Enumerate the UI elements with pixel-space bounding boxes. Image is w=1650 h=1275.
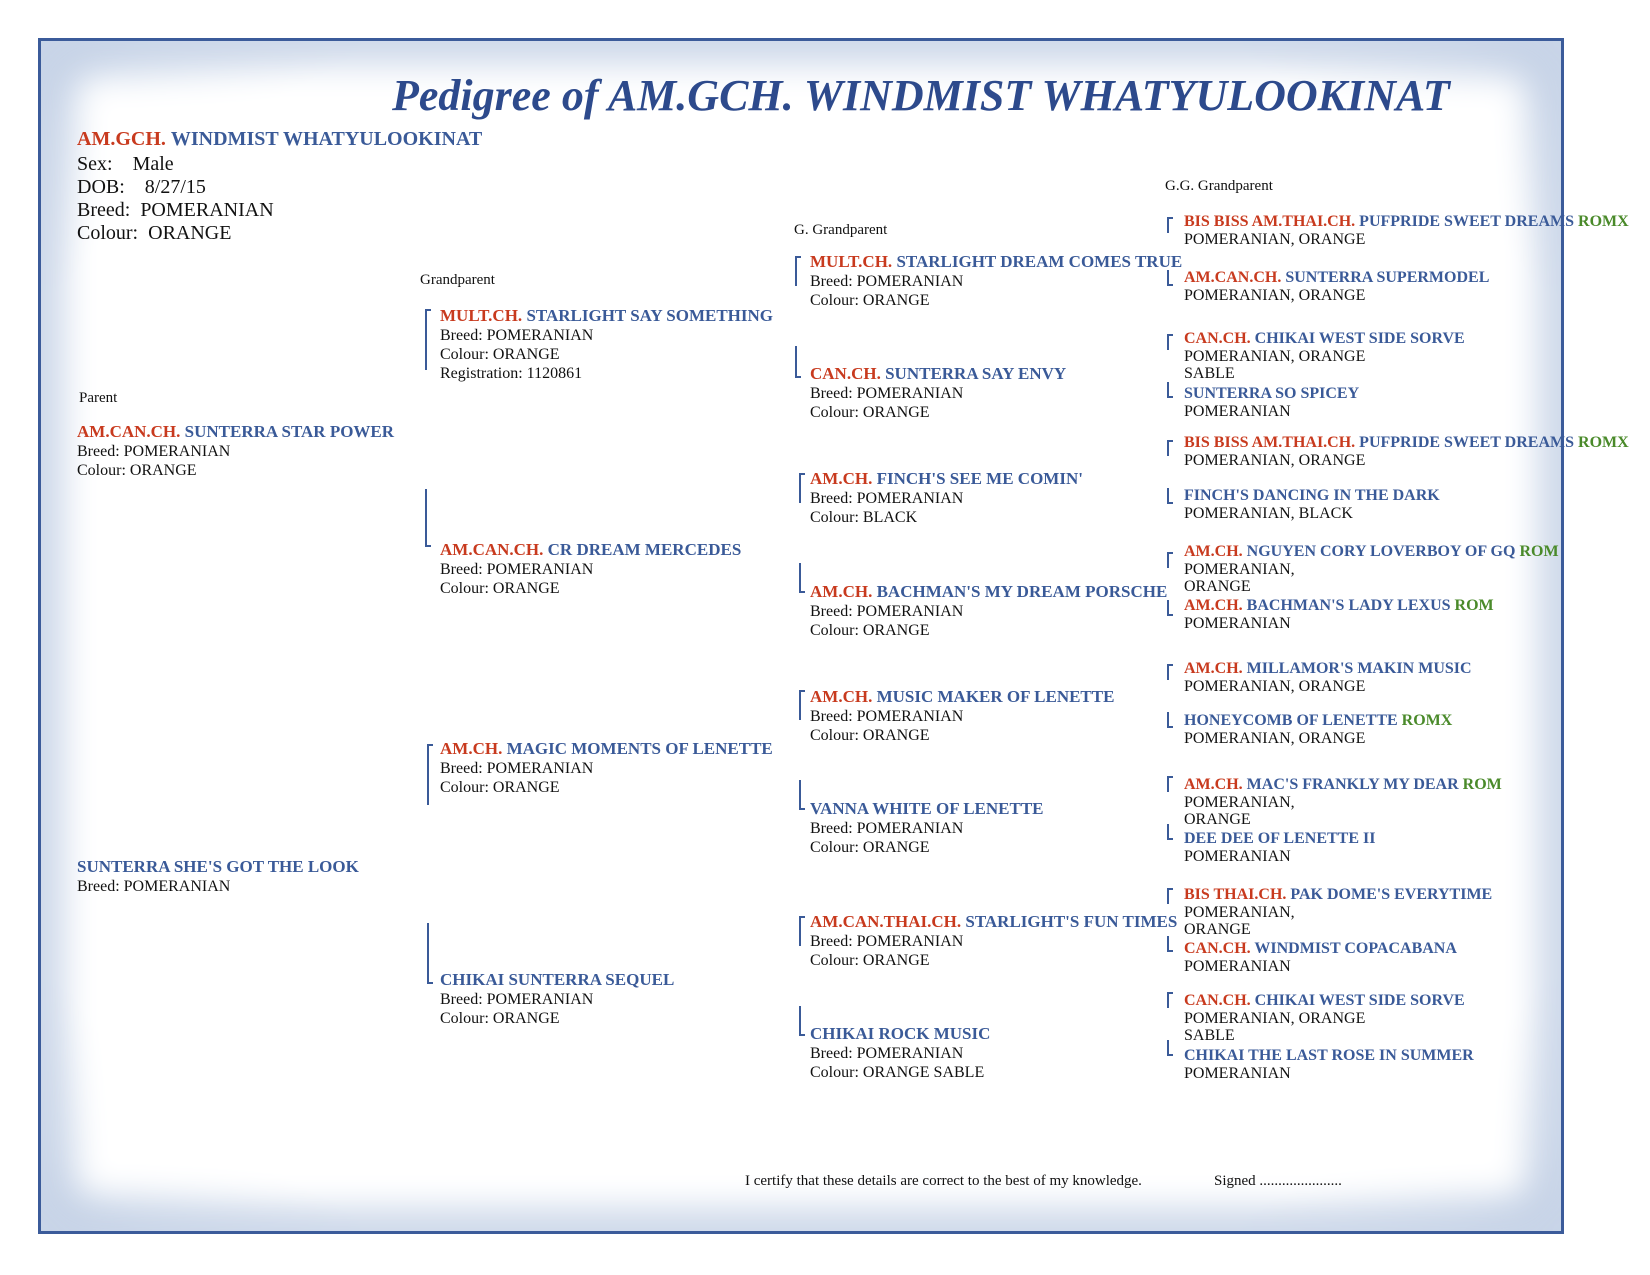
detail-line: POMERANIAN	[1184, 848, 1291, 865]
dog-name	[1184, 940, 1457, 958]
title-prefix: AM.CAN.CH.	[77, 422, 185, 441]
detail-line: Registration: 1120861	[440, 365, 583, 382]
detail-line: POMERANIAN, ORANGE	[1184, 452, 1366, 469]
name-text: SUNTERRA SO SPICEY	[1184, 385, 1360, 402]
title-prefix: AM.CH.	[810, 687, 877, 706]
bracket-bottom	[1167, 270, 1173, 286]
gg-grandparents-entry	[1184, 434, 1629, 469]
name-text: MAGIC MOMENTS OF LENETTE	[506, 739, 773, 758]
detail-line: POMERANIAN, BLACK	[1184, 505, 1353, 522]
dog-name	[77, 422, 394, 442]
detail-line: ORANGE	[1184, 921, 1251, 938]
title-prefix: AM.CH.	[1184, 543, 1247, 560]
dog-name	[77, 128, 482, 151]
detail-line: SABLE	[1184, 1027, 1235, 1044]
detail-line: POMERANIAN	[1184, 403, 1291, 420]
bracket-top	[795, 256, 801, 286]
detail-line: POMERANIAN, ORANGE	[1184, 287, 1366, 304]
detail-line: Colour: ORANGE SABLE	[810, 1064, 985, 1081]
detail-line: POMERANIAN	[1184, 615, 1291, 632]
detail-line: Colour: ORANGE	[810, 952, 930, 969]
name-text: STARLIGHT'S FUN TIMES	[965, 912, 1178, 931]
parents-entry	[77, 422, 394, 480]
detail-line: SABLE	[1184, 365, 1235, 382]
title-prefix: AM.CH.	[1184, 660, 1247, 677]
grandparents-entry	[440, 739, 773, 797]
gg-grandparents-entry	[1184, 660, 1472, 695]
dog-name	[810, 687, 1114, 707]
dog-name	[440, 970, 674, 990]
dog-name	[810, 252, 1182, 272]
detail-line: Breed: POMERANIAN	[440, 991, 594, 1008]
detail-line: ORANGE	[1184, 578, 1251, 595]
name-text: CHIKAI WEST SIDE SORVE	[1254, 330, 1465, 347]
header-g-grandparent: G. Grandparent	[794, 222, 888, 238]
title-prefix: MULT.CH.	[810, 252, 897, 271]
title-prefix: CAN.CH.	[1184, 940, 1255, 957]
name-text: STARLIGHT SAY SOMETHING	[526, 306, 774, 325]
title-prefix: CAN.CH.	[1184, 330, 1255, 347]
dog-name	[810, 469, 1083, 489]
detail-line: Colour: ORANGE	[810, 292, 930, 309]
dog-name	[1184, 776, 1502, 794]
dog-name	[810, 364, 1066, 384]
dog-name	[1184, 712, 1452, 730]
header-gg-grandparent: G.G. Grandparent	[1165, 178, 1273, 194]
g-grandparents-entry	[810, 364, 1066, 422]
gg-grandparents-entry	[1184, 886, 1492, 938]
detail-line: Breed: POMERANIAN	[810, 603, 964, 620]
dog-name	[1184, 886, 1492, 904]
rom-suffix: ROMX	[1397, 712, 1453, 729]
detail-line: Colour: ORANGE	[440, 779, 560, 796]
dog-name	[1184, 269, 1489, 287]
dog-name	[1184, 830, 1375, 848]
detail-line: Breed: POMERANIAN	[810, 708, 964, 725]
g-grandparents-entry	[810, 687, 1114, 745]
name-text: BACHMAN'S MY DREAM PORSCHE	[876, 582, 1168, 601]
name-text: FINCH'S SEE ME COMIN'	[876, 469, 1083, 488]
dog-name	[1184, 1047, 1474, 1065]
dog-name	[810, 582, 1167, 602]
bracket-top	[1167, 552, 1173, 568]
bracket-bottom	[799, 1006, 805, 1036]
grandparents-entry	[440, 306, 773, 383]
bracket-top	[427, 744, 433, 805]
bracket-bottom	[1167, 824, 1173, 840]
rom-suffix: ROM	[1515, 543, 1559, 560]
name-text: CHIKAI THE LAST ROSE IN SUMMER	[1184, 1047, 1474, 1064]
gg-grandparents-entry	[1184, 213, 1629, 248]
bracket-bottom	[425, 489, 431, 547]
g-grandparents-entry	[810, 582, 1167, 640]
name-text: PUFPRIDE SWEET DREAMS	[1359, 213, 1575, 230]
dog-sex: Sex: Male	[77, 153, 174, 175]
bracket-bottom	[1167, 488, 1173, 504]
name-text: DEE DEE OF LENETTE II	[1184, 830, 1376, 847]
bracket-top	[1167, 217, 1173, 233]
dog-colour: Colour: ORANGE	[77, 222, 232, 244]
rom-suffix: ROMX	[1574, 434, 1629, 451]
detail-line: Colour: ORANGE	[440, 1010, 560, 1027]
title-prefix: AM.CAN.CH.	[440, 540, 548, 559]
detail-line: POMERANIAN,	[1184, 561, 1295, 578]
name-text: WINDMIST COPACABANA	[1254, 940, 1457, 957]
dog-dob: DOB: 8/27/15	[77, 176, 206, 198]
dog-name	[1184, 992, 1465, 1010]
header-parent: Parent	[79, 390, 118, 406]
bracket-bottom	[1167, 1040, 1173, 1056]
bracket-bottom	[1167, 382, 1173, 398]
name-text: SUNTERRA SHE'S GOT THE LOOK	[77, 857, 359, 876]
bracket-top	[1167, 776, 1173, 792]
detail-line: POMERANIAN, ORANGE	[1184, 678, 1366, 695]
detail-line: POMERANIAN	[1184, 1065, 1291, 1082]
name-text: MAC'S FRANKLY MY DEAR	[1246, 776, 1459, 793]
title-prefix: AM.CH.	[810, 582, 877, 601]
name-text: CHIKAI SUNTERRA SEQUEL	[440, 970, 675, 989]
dog-name	[77, 857, 359, 877]
gg-grandparents-entry	[1184, 712, 1452, 747]
detail-line: Colour: ORANGE	[810, 839, 930, 856]
dog-name	[810, 912, 1177, 932]
gg-grandparents-entry	[1184, 776, 1502, 828]
name-text: SUNTERRA STAR POWER	[184, 422, 395, 441]
dog-name	[1184, 660, 1472, 678]
bracket-bottom	[1167, 600, 1173, 616]
name-text: BACHMAN'S LADY LEXUS	[1246, 597, 1451, 614]
header-grandparent: Grandparent	[420, 272, 495, 288]
bracket-top	[799, 473, 805, 503]
title-prefix: BIS BISS AM.THAI.CH.	[1184, 434, 1360, 451]
gg-grandparents-entry	[1184, 992, 1465, 1044]
dog-name	[1184, 434, 1629, 452]
detail-line: Breed: POMERANIAN	[440, 760, 594, 777]
name-text: FINCH'S DANCING IN THE DARK	[1184, 487, 1440, 504]
bracket-bottom	[427, 923, 433, 984]
gg-grandparents-entry	[1184, 940, 1457, 975]
detail-line: POMERANIAN, ORANGE	[1184, 231, 1366, 248]
signature-line: Signed ......................	[1214, 1173, 1342, 1189]
name-text: NGUYEN CORY LOVERBOY OF GQ	[1246, 543, 1516, 560]
dog-name	[810, 799, 1044, 819]
detail-line: Colour: ORANGE	[810, 404, 930, 421]
page-title: Pedigree of AM.GCH. WINDMIST WHATYULOOKINAT	[392, 71, 1450, 120]
title-prefix: AM.CH.	[440, 739, 507, 758]
g-grandparents-entry	[810, 252, 1182, 310]
dog-name	[1184, 487, 1440, 505]
dog-breed: Breed: POMERANIAN	[77, 199, 274, 221]
name-text: MILLAMOR'S MAKIN MUSIC	[1246, 660, 1472, 677]
name-text: SUNTERRA SAY ENVY	[885, 364, 1067, 383]
name-text: PAK DOME'S EVERYTIME	[1290, 886, 1493, 903]
bracket-top	[799, 690, 805, 720]
bracket-top	[1167, 440, 1173, 456]
bracket-bottom	[1167, 936, 1173, 952]
detail-line: Breed: POMERANIAN	[810, 385, 964, 402]
dog-name	[1184, 213, 1629, 231]
detail-line: Breed: POMERANIAN	[810, 820, 964, 837]
gg-grandparents-entry	[1184, 1047, 1474, 1082]
gg-grandparents-entry	[1184, 597, 1494, 632]
name-text: CHIKAI WEST SIDE SORVE	[1254, 992, 1465, 1009]
title-prefix: AM.CAN.THAI.CH.	[810, 912, 966, 931]
detail-line: Colour: BLACK	[810, 509, 918, 526]
detail-line: Breed: POMERANIAN	[810, 1045, 964, 1062]
bracket-bottom	[799, 563, 805, 593]
certification-text: I certify that these details are correct to the best of my knowledge.	[745, 1173, 1142, 1189]
g-grandparents-entry	[810, 799, 1044, 857]
title-prefix: CAN.CH.	[810, 364, 886, 383]
dog-name	[440, 306, 773, 326]
bracket-top	[1167, 992, 1173, 1008]
dog-name	[1184, 385, 1359, 403]
name-text: MUSIC MAKER OF LENETTE	[876, 687, 1115, 706]
detail-line: POMERANIAN,	[1184, 794, 1295, 811]
detail-line: POMERANIAN,	[1184, 904, 1295, 921]
gg-grandparents-entry	[1184, 385, 1359, 420]
detail-line: Breed: POMERANIAN	[810, 933, 964, 950]
dog-name	[1184, 597, 1494, 615]
detail-line: Breed: POMERANIAN	[77, 443, 231, 460]
name-text: STARLIGHT DREAM COMES TRUE	[896, 252, 1183, 271]
g-grandparents-entry	[810, 469, 1083, 527]
detail-line: Breed: POMERANIAN	[77, 878, 231, 895]
detail-line: POMERANIAN	[1184, 958, 1291, 975]
detail-line: Breed: POMERANIAN	[810, 273, 964, 290]
title-prefix: MULT.CH.	[440, 306, 527, 325]
detail-line: ORANGE	[1184, 811, 1251, 828]
g-grandparents-entry	[810, 1024, 990, 1082]
grandparents-entry	[440, 540, 741, 598]
rom-suffix: ROMX	[1574, 213, 1629, 230]
dog-name	[810, 1024, 990, 1044]
detail-line: Colour: ORANGE	[77, 462, 197, 479]
detail-line: Colour: ORANGE	[440, 580, 560, 597]
detail-line: Breed: POMERANIAN	[440, 561, 594, 578]
detail-line: Breed: POMERANIAN	[810, 490, 964, 507]
gg-grandparents-entry	[1184, 330, 1465, 382]
grandparents-entry	[440, 970, 674, 1028]
title-prefix: AM.CAN.CH.	[1184, 269, 1286, 286]
detail-line: Colour: ORANGE	[440, 346, 560, 363]
name-text: CR DREAM MERCEDES	[547, 540, 742, 559]
parents-entry	[77, 857, 359, 896]
name-text: CHIKAI ROCK MUSIC	[810, 1024, 991, 1043]
title-prefix: BIS BISS AM.THAI.CH.	[1184, 213, 1360, 230]
bracket-top	[425, 309, 431, 370]
detail-line: POMERANIAN, ORANGE	[1184, 1010, 1366, 1027]
dog-name	[1184, 330, 1465, 348]
name-text: HONEYCOMB OF LENETTE	[1184, 712, 1398, 729]
g-grandparents-entry	[810, 912, 1177, 970]
detail-line: Colour: ORANGE	[810, 727, 930, 744]
detail-line: POMERANIAN, ORANGE	[1184, 730, 1366, 747]
title-prefix: BIS THAI.CH.	[1184, 886, 1291, 903]
gg-grandparents-entry	[1184, 543, 1559, 595]
bracket-bottom	[795, 346, 801, 378]
rom-suffix: ROM	[1450, 597, 1494, 614]
dog-name	[440, 540, 741, 560]
bracket-bottom	[799, 780, 805, 810]
bracket-top	[799, 916, 805, 946]
gg-grandparents-entry	[1184, 269, 1489, 304]
name-text: VANNA WHITE OF LENETTE	[810, 799, 1044, 818]
detail-line: Colour: ORANGE	[810, 622, 930, 639]
bracket-top	[1167, 334, 1173, 350]
detail-line: Breed: POMERANIAN	[440, 327, 594, 344]
name-text: SUNTERRA SUPERMODEL	[1285, 269, 1490, 286]
bracket-top	[1167, 664, 1173, 680]
title-prefix: CAN.CH.	[1184, 992, 1255, 1009]
title-prefix: AM.CH.	[1184, 597, 1247, 614]
bracket-bottom	[1167, 712, 1173, 728]
dog-name-text: WINDMIST WHATYULOOKINAT	[170, 128, 483, 150]
bracket-top	[1167, 888, 1173, 904]
rom-suffix: ROM	[1458, 776, 1502, 793]
name-text: PUFPRIDE SWEET DREAMS	[1359, 434, 1575, 451]
gg-grandparents-entry	[1184, 487, 1440, 522]
detail-line: POMERANIAN, ORANGE	[1184, 348, 1366, 365]
gg-grandparents-entry	[1184, 830, 1375, 865]
dog-name	[440, 739, 773, 759]
dog-name	[1184, 543, 1559, 561]
title-prefix: AM.CH.	[810, 469, 877, 488]
dog-title-prefix: AM.GCH.	[77, 128, 166, 150]
title-prefix: AM.CH.	[1184, 776, 1247, 793]
